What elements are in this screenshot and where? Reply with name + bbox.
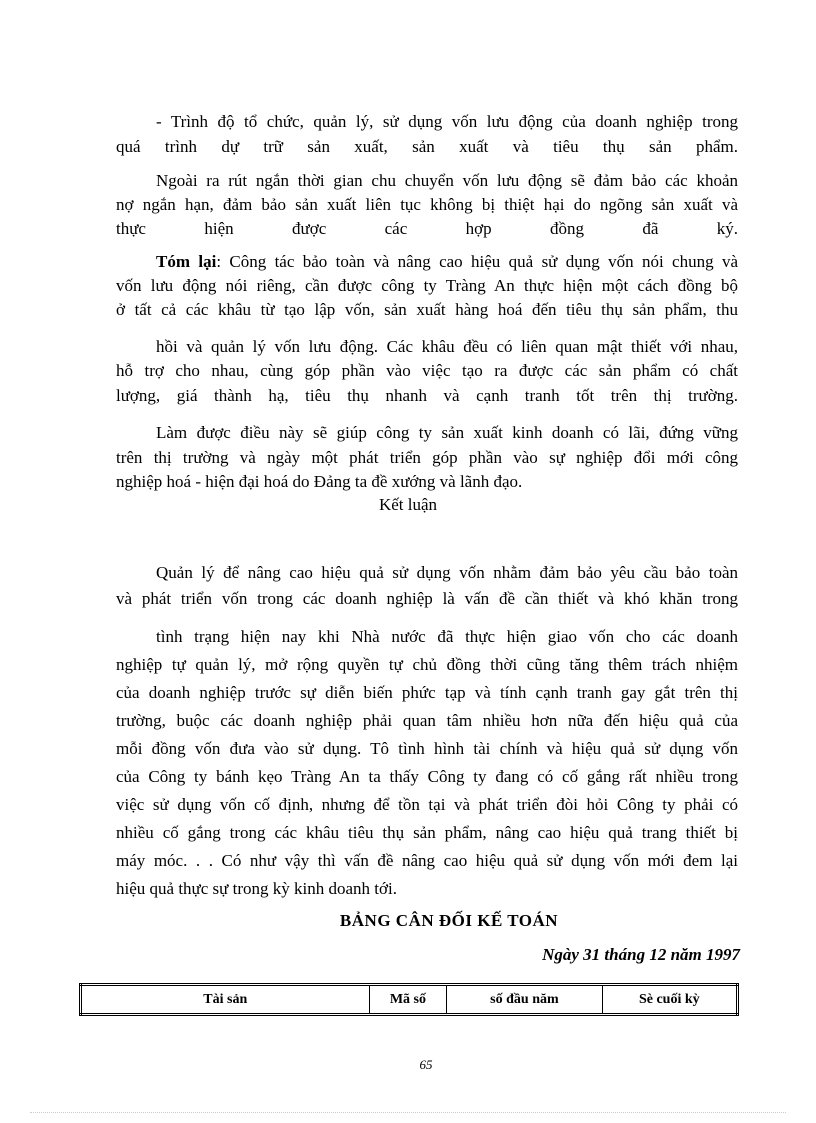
table-header-row [81, 985, 738, 1015]
paragraph-line: Quản lý để nâng cao hiệu quả sử dụng vốn nhằm đảm bảo yêu cầu bảo toàn [156, 563, 738, 582]
header-closing: Sè cuối kỳ [602, 985, 737, 1015]
paragraph-line: trên thị trường và ngày một phát triển góp phần vào sự nghiệp đổi mới công [116, 448, 738, 467]
paragraph-line: máy móc. . . Có như vậy thì vấn đề nâng cao hiệu quả sử dụng vốn mới đem lại [116, 851, 738, 870]
header-opening: số đầu năm [447, 985, 602, 1015]
paragraph-line: hỗ trợ cho nhau, cùng góp phần vào việc tạo ra được các sản phẩm có chất [116, 361, 738, 380]
header-code: Mã số [369, 985, 447, 1015]
paragraph-line: ở tất cả các khâu từ tạo lập vốn, sản xuất hàng hoá đến tiêu thụ sản phẩm, thu [116, 300, 738, 319]
table-date: Ngày 31 tháng 12 năm 1997 [542, 945, 740, 964]
summary-lead: Tóm lại [156, 252, 217, 271]
paragraph-line: của Công ty bánh kẹo Tràng An ta thấy Công ty đang có cố gắng rất nhiều trong [116, 767, 738, 786]
paragraph-line: Làm được điều này sẽ giúp công ty sản xuất kinh doanh có lãi, đứng vững [156, 423, 738, 442]
paragraph-line: nghiệp hoá - hiện đại hoá do Đảng ta đề xướng và lãnh đạo. [116, 472, 523, 491]
paragraph-line: thực hiện được các hợp đồng đã ký. [116, 219, 738, 238]
paragraph-line: nghiệp tự quản lý, mở rộng quyền tự chủ đồng thời cũng tăng thêm trách nhiệm [116, 655, 738, 674]
paragraph-line: lượng, giá thành hạ, tiêu thụ nhanh và cạnh tranh tốt trên thị trường. [116, 386, 738, 405]
paragraph-line: và phát triển vốn trong các doanh nghiệp là vấn đề cần thiết và khó khăn trong [116, 589, 738, 608]
footer-divider [30, 1112, 786, 1113]
paragraph-line: - Trình độ tổ chức, quản lý, sử dụng vốn lưu động của doanh nghiệp trong [156, 112, 738, 131]
paragraph-line [156, 248, 738, 275]
paragraph-line: việc sử dụng vốn cố định, nhưng để tồn tại và phát triển đòi hỏi Công ty phải có [116, 795, 738, 814]
paragraph-line: quá trình dự trữ sản xuất, sản xuất và tiêu thụ sản phẩm. [116, 137, 738, 156]
paragraph-line: hiệu quả thực sự trong kỳ kinh doanh tới. [116, 879, 397, 898]
header-assets: Tài sản [81, 985, 370, 1015]
page-number: 65 [419, 1057, 433, 1072]
paragraph-line: nhiều cố gắng trong các khâu tiêu thụ sản phẩm, nâng cao hiệu quả trang thiết bị [116, 823, 738, 842]
paragraph-line: vốn lưu động nói riêng, cần được công ty Tràng An thực hiện một cách đồng bộ [116, 276, 738, 295]
paragraph-line: Ngoài ra rút ngắn thời gian chu chuyển vốn lưu động sẽ đảm bảo các khoản [156, 171, 738, 190]
paragraph-line: nợ ngắn hạn, đảm bảo sản xuất liên tục không bị thiệt hại do ngõng sản xuất và [116, 195, 738, 214]
balance-sheet-table [79, 983, 739, 1016]
paragraph-line: mỗi đồng vốn đưa vào sử dụng. Tô tình hình tài chính và hiệu quả sử dụng vốn [116, 739, 738, 758]
paragraph-line: hồi và quản lý vốn lưu động. Các khâu đều có liên quan mật thiết với nhau, [156, 337, 738, 356]
paragraph-line: tình trạng hiện nay khi Nhà nước đã thực hiện giao vốn cho các doanh [156, 627, 738, 646]
paragraph-line: trường, buộc các doanh nghiệp phải quan tâm nhiều hơn nữa đến hiệu quả của [116, 711, 738, 730]
table-title: BẢNG CÂN ĐỐI KẾ TOÁN [339, 911, 559, 930]
section-heading: Kết luận [378, 495, 438, 514]
summary-text: : Công tác bảo toàn và nâng cao hiệu quả sử dụng vốn nói chung và [216, 252, 738, 271]
paragraph-line: của doanh nghiệp trước sự diễn biến phức tạp và tính cạnh tranh gay gắt trên thị [116, 683, 738, 702]
